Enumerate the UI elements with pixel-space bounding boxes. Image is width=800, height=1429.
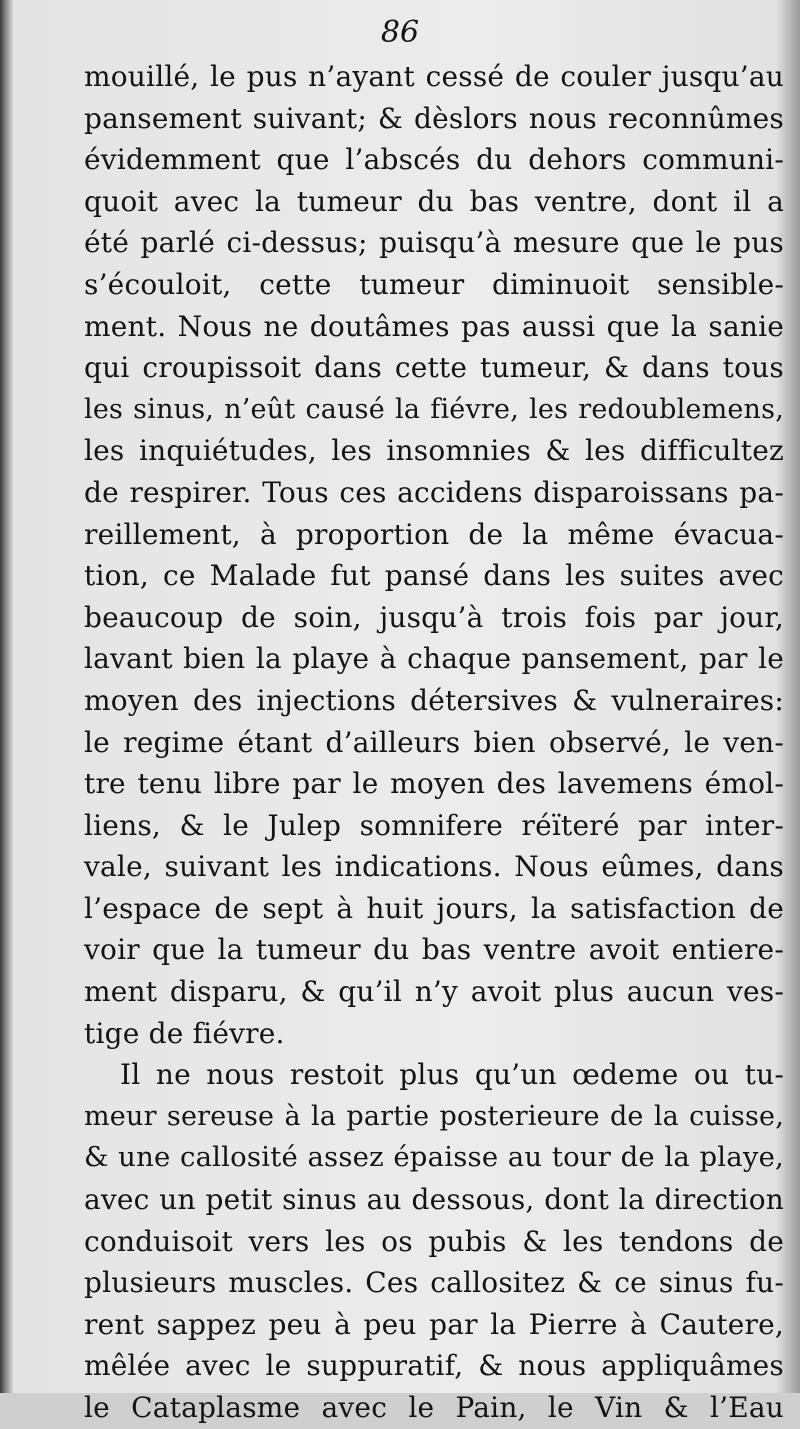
text-line: vale, suivant les indications. Nous eûmes, dans <box>84 850 784 884</box>
text-line: ment disparu, & qu’il n’y avoit plus aucun ves- <box>84 975 784 1009</box>
text-line: voir que la tumeur du bas ventre avoit entiere- <box>84 933 784 967</box>
text-line: tre tenu libre par le moyen des lavemens émol- <box>84 767 784 801</box>
text-line: l’espace de sept à huit jours, la satisfaction de <box>84 891 784 925</box>
text-line: le Cataplasme avec le Pain, le Vin & l’Eau <box>84 1391 784 1424</box>
text-line: été parlé ci-dessus; puisqu’à mesure que le pus <box>84 226 784 260</box>
text-line: meur sereuse à la partie posterieure de la cuisse, <box>84 1100 784 1132</box>
paragraph-end-line: tige de fiévre. <box>84 1016 285 1050</box>
text-line: liens, & le Julep somnifere réïteré par inter- <box>84 808 784 842</box>
text-line: ment. Nous ne doutâmes pas aussi que la sanie <box>84 309 784 343</box>
body-text <box>84 56 784 1429</box>
text-line: mouillé, le pus n’ayant cessé de couler jusqu’au <box>84 60 784 93</box>
text-line: plusieurs muscles. Ces callositez & ce sinus fu- <box>84 1266 784 1300</box>
paragraph-start-line: Il ne nous restoit plus qu’un œdeme ou tu- <box>120 1058 784 1092</box>
text-line: les inquiétudes, les insomnies & les difficultez <box>84 434 784 468</box>
text-line: beaucoup de soin, jusqu’à trois fois par jour, <box>84 600 784 634</box>
text-line: rent sappez peu à peu par la Pierre à Cautere, <box>84 1307 784 1341</box>
text-line: reillement, à proportion de la même évacua- <box>84 517 784 551</box>
text-line: s’écouloit, cette tumeur diminuoit sensible- <box>84 267 784 301</box>
text-line: les sinus, n’eût causé la fiévre, les redoublemens, <box>84 393 784 425</box>
text-line: évidemment que l’abscés du dehors communi- <box>84 143 784 177</box>
text-line: le regime étant d’ailleurs bien observé, le ven- <box>84 725 784 759</box>
text-line: & une callosité assez épaisse au tour de la playe, <box>84 1141 784 1174</box>
text-line: conduisoit vers les os pubis & les tendons de <box>84 1224 784 1258</box>
text-line: lavant bien la playe à chaque pansement, par le <box>84 642 784 676</box>
text-line: qui croupissoit dans cette tumeur, & dans tous <box>84 351 784 385</box>
text-line: moyen des injections détersives & vulneraires: <box>84 683 784 717</box>
text-line: de respirer. Tous ces accidens disparoissans pa- <box>84 475 784 509</box>
page-number: 86 <box>380 15 420 50</box>
text-line: pansement suivant; & dèslors nous reconnûmes <box>84 101 784 135</box>
text-line: mêlée avec le suppuratif, & nous appliquâmes <box>84 1349 784 1383</box>
text-line: avec un petit sinus au dessous, dont la direction <box>84 1183 784 1217</box>
text-line: tion, ce Malade fut pansé dans les suites avec <box>84 559 784 593</box>
text-line: quoit avec la tumeur du bas ventre, dont il a <box>84 184 784 218</box>
